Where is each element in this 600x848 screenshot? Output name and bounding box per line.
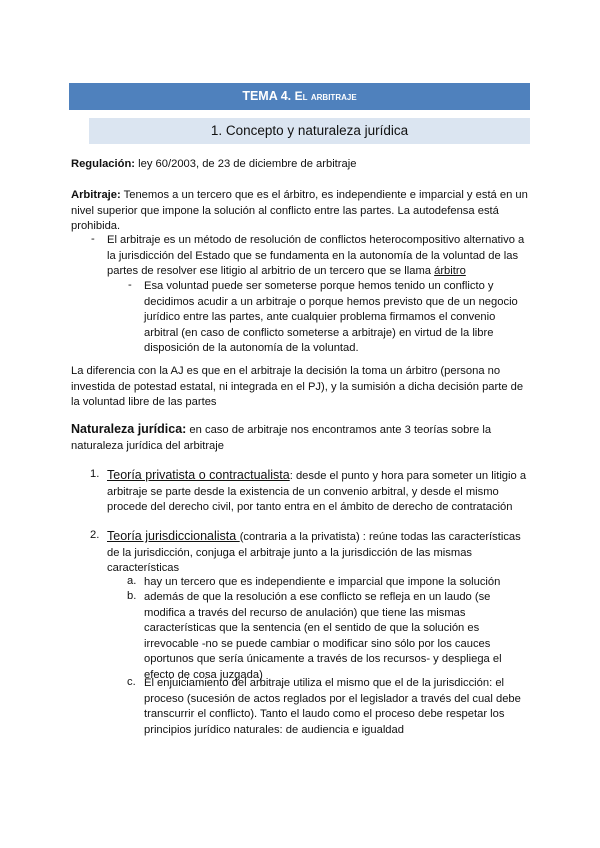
bullet-dash: - — [91, 233, 95, 245]
section-title: 1. Concepto y naturaleza jurídica — [210, 123, 409, 138]
subpunto-a-mark: a. — [127, 575, 137, 587]
arbitraje-label: Arbitraje: — [71, 189, 121, 201]
regulacion-text: ley 60/2003, de 23 de diciembre de arbitraje — [135, 158, 357, 170]
arbitraje-sub-bullet — [144, 279, 531, 357]
arbitraje-text: Tenemos a un tercero que es el árbitro, es independiente e imparcial y está en un nivel superior que impone la solución al conflicto entre las partes. La autodefensa está prohibida. — [71, 189, 528, 232]
subpunto-c-mark: c. — [127, 676, 136, 688]
subpunto-c-text: El enjuiciamiento del arbitraje utiliza el mismo que el de la jurisdicción: el proceso (sucesión de actos reglados por el legislador a través del cual debe transcurrir el conflicto). Tanto el laudo como el proceso debe respetar los principios jurídico naturales: de audiencia e igualdad — [144, 677, 521, 736]
teoria-1-number: 1. — [90, 468, 100, 480]
teoria-1-title: Teoría privatista o contractualista — [107, 468, 290, 482]
chapter-title-bar — [69, 83, 530, 110]
arbitro-underlined: árbitro — [434, 265, 466, 277]
regulacion-label: Regulación: — [71, 158, 136, 170]
subpunto-c — [144, 676, 531, 738]
subpunto-b — [144, 590, 531, 683]
teoria-1 — [107, 468, 531, 516]
section-title-bar — [89, 118, 530, 144]
naturaleza-label: Naturaleza jurídica: — [71, 422, 187, 436]
naturaleza-paragraph — [71, 422, 531, 454]
diferencia-paragraph — [71, 364, 531, 411]
regulacion-paragraph — [71, 157, 531, 173]
teoria-1-text: : desde el punto y hora para someter un litigio a arbitraje se parte desde la existencia de un convenio arbitral, y desde el mismo procede del derecho civil, por tanto entra en el ámbito de derecho de contratación — [107, 470, 527, 513]
sub-bullet-dash: - — [128, 279, 132, 291]
chapter-title: El arbitraje — [294, 89, 357, 103]
arbitraje-sub-text: Esa voluntad puede ser someterse porque hemos tenido un conflicto y decidimos acudir a un arbitraje o porque hemos previsto que de un negocio jurídico entre las partes, ante cualquier problema firmamos el convenio arbitral (en caso de conflicto someterse a arbitraje) en virtud de la libre disposición de la autonomía de la voluntad. — [144, 280, 518, 354]
teoria-2-title: Teoría jurisdiccionalista — [107, 529, 240, 543]
subpunto-a — [144, 575, 531, 591]
subpunto-b-mark: b. — [127, 590, 137, 602]
arbitraje-bullet-text: El arbitraje es un método de resolución de conflictos heterocompositivo alternativo a la jurisdicción del Estado que se fundamenta en la autonomía de la voluntad de las partes de resolver ese litigio al arbitrio de un tercero que se llama — [107, 234, 525, 277]
arbitraje-paragraph — [71, 188, 531, 235]
chapter-number: TEMA 4. — [242, 89, 292, 103]
diferencia-text: La diferencia con la AJ es que en el arbitraje la decisión la toma un árbitro (persona no investida de potestad estatal, ni integrada en el PJ), y la sumisión a dicha decisión parte de la voluntad libre de las partes — [71, 365, 524, 408]
arbitraje-bullet — [107, 233, 531, 280]
teoria-2 — [107, 529, 531, 577]
subpunto-b-text: además de que la resolución a ese conflicto se refleja en un laudo (se modifica a través del recurso de anulación) que tiene las mismas características que la sentencia (en el sentido de que la solución es irrevocable -no se puede cambiar o modificar sino sólo por los cauces oportunos que sería únicamente a través de los recursos- y despliega el efecto de cosa juzgada) — [144, 591, 502, 681]
teoria-2-text: (contraria a la privatista) : reúne todas las características de la jurisdicción, conjuga el arbitraje junto a la jurisdicción de las mismas características — [107, 531, 521, 574]
subpunto-a-text: hay un tercero que es independiente e imparcial que impone la solución — [144, 576, 501, 588]
teoria-2-number: 2. — [90, 529, 100, 541]
naturaleza-text: en caso de arbitraje nos encontramos ante 3 teorías sobre la naturaleza jurídica del arbitraje — [71, 424, 492, 452]
